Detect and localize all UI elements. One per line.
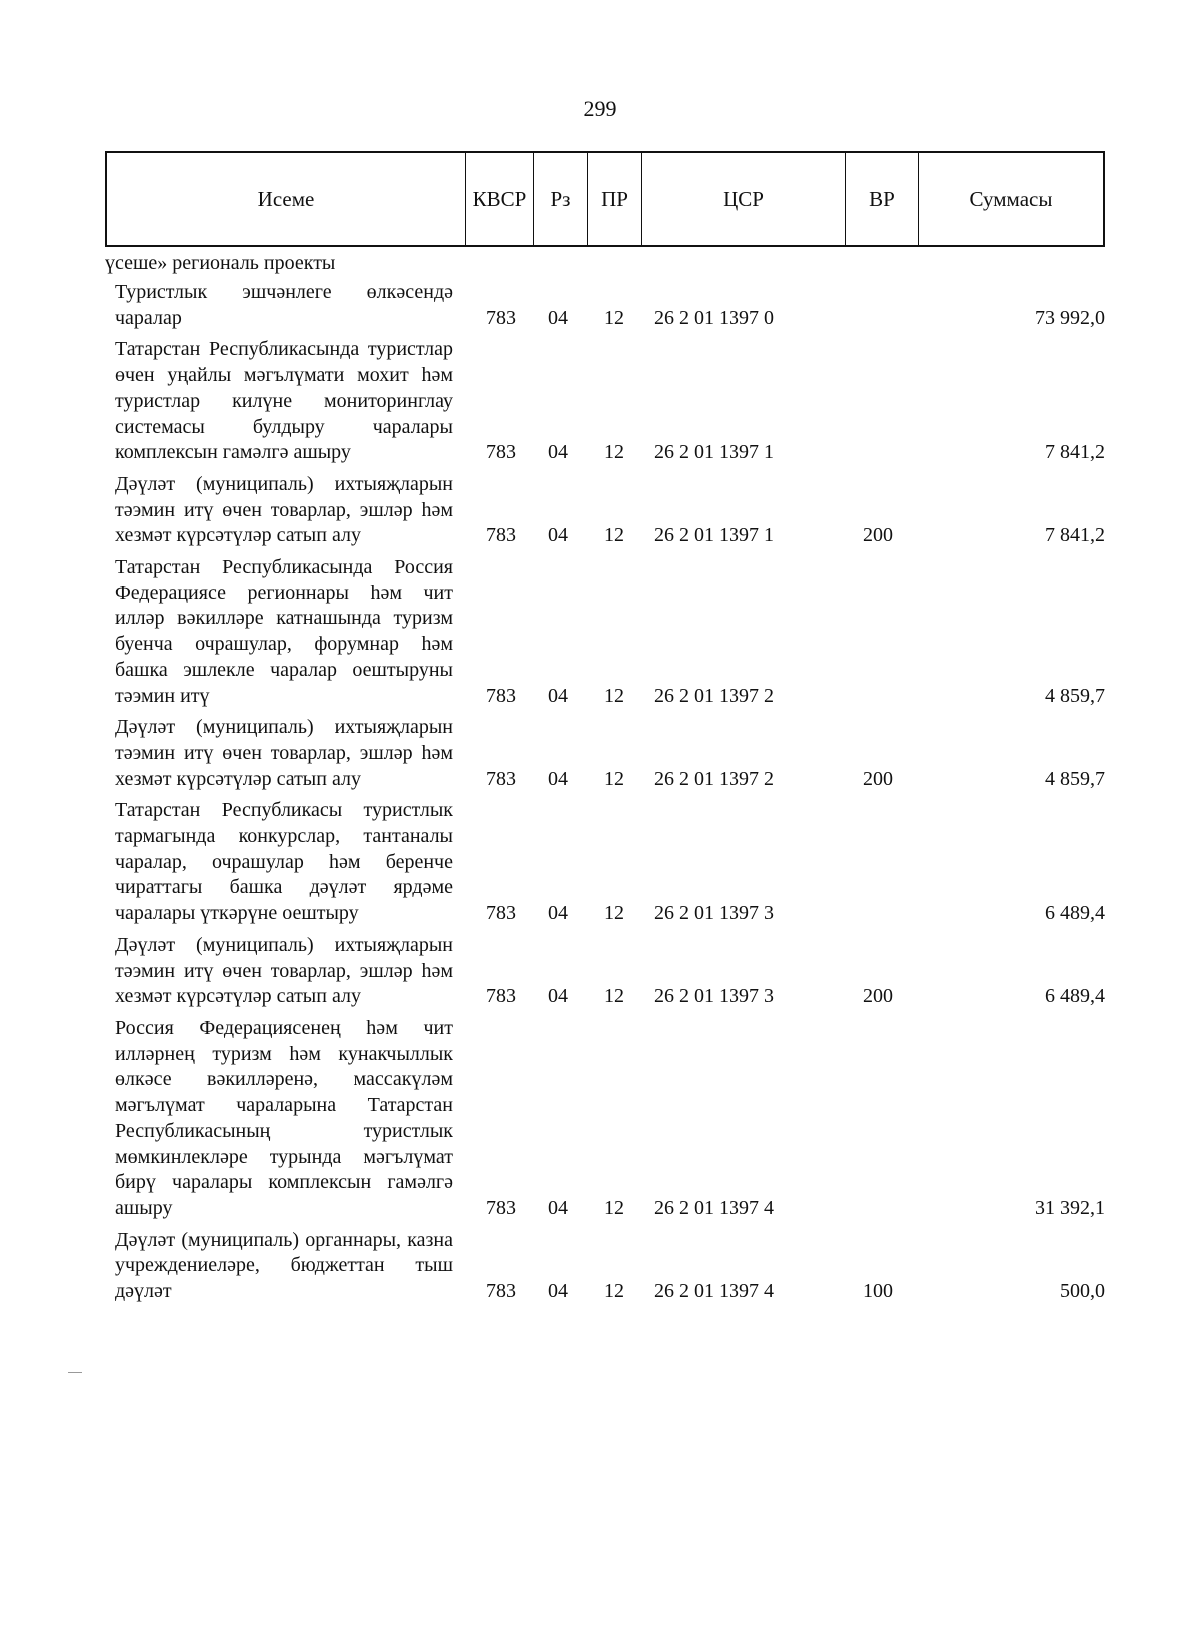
column-header-rz: Рз	[534, 153, 588, 245]
cell-kvsr: 783	[486, 1280, 516, 1303]
cell-kvsr: 783	[486, 684, 516, 707]
cell-csr: 26 2 01 1397 0	[654, 306, 774, 329]
table-row	[0, 555, 1200, 709]
table-row	[0, 280, 1200, 331]
table-row	[0, 715, 1200, 792]
cell-kvsr: 783	[486, 306, 516, 329]
cell-pr: 12	[604, 524, 624, 547]
cell-sum: 73 992,0	[1035, 306, 1105, 329]
cell-csr: 26 2 01 1397 2	[654, 684, 774, 707]
cell-csr: 26 2 01 1397 4	[654, 1280, 774, 1303]
cell-name: Татарстан Республикасында Россия Федерациясе регионнары һәм чит илләр вәкилләре катнашында туризм буенча очрашулар, форумнар һәм башка эшлекле чаралар оештыруны тәэмин итү	[115, 556, 453, 707]
cell-pr: 12	[604, 1196, 624, 1219]
cell-rz: 04	[548, 524, 568, 547]
cell-kvsr: 783	[486, 1196, 516, 1219]
cell-csr: 26 2 01 1397 2	[654, 767, 774, 790]
cell-kvsr: 783	[486, 985, 516, 1008]
cell-kvsr: 783	[486, 902, 516, 925]
cell-sum: 31 392,1	[1035, 1196, 1105, 1219]
cell-vr: 200	[863, 767, 893, 790]
cell-sum: 7 841,2	[1045, 441, 1105, 464]
table-row	[0, 933, 1200, 1010]
cell-vr: 200	[863, 985, 893, 1008]
cell-vr: 200	[863, 524, 893, 547]
cell-pr: 12	[604, 985, 624, 1008]
cell-sum: 4 859,7	[1045, 684, 1105, 707]
cell-kvsr: 783	[486, 441, 516, 464]
cell-sum: 500,0	[1060, 1280, 1105, 1303]
cell-sum: 6 489,4	[1045, 985, 1105, 1008]
cell-pr: 12	[604, 306, 624, 329]
cell-kvsr: 783	[486, 524, 516, 547]
column-header-pr: ПР	[588, 153, 642, 245]
cell-name: Татарстан Республикасында туристлар өчен уңайлы мәгълүмати мохит һәм туристлар килүне мониторинглау системасы булдыру чаралары комплексын гамәлгә ашыру	[115, 338, 453, 464]
margin-mark	[68, 1372, 82, 1373]
cell-name: Туристлык эшчәнлеге өлкәсендә чаралар	[115, 281, 453, 329]
cell-pr: 12	[604, 1280, 624, 1303]
cell-rz: 04	[548, 767, 568, 790]
cell-rz: 04	[548, 1196, 568, 1219]
table-rows	[0, 280, 1200, 1311]
table-header	[105, 151, 1105, 247]
cell-csr: 26 2 01 1397 3	[654, 985, 774, 1008]
column-header-kvsr: КВСР	[466, 153, 534, 245]
cell-rz: 04	[548, 684, 568, 707]
table-row	[0, 472, 1200, 549]
table-row	[0, 798, 1200, 927]
continuation-text: үсеше» региональ проекты	[105, 252, 336, 274]
column-header-sum: Суммасы	[969, 186, 1053, 211]
cell-kvsr: 783	[486, 767, 516, 790]
cell-name: Россия Федерациясенең һәм чит илләрнең туризм һәм кунакчыллык өлкәсе вәкилләренә, массакүләм мәгълүмат чараларына Татарстан Республикасының туристлык мөмкинлекләре турында мәгълүмат бирү чаралары комплексын гамәлгә ашыру	[115, 1016, 453, 1219]
cell-name: Дәүләт (муниципаль) ихтыяҗларын тәэмин итү өчен товарлар, эшләр һәм хезмәт күрсәтүләр сатып алу	[115, 716, 453, 790]
cell-csr: 26 2 01 1397 1	[654, 524, 774, 547]
cell-sum: 6 489,4	[1045, 902, 1105, 925]
cell-rz: 04	[548, 441, 568, 464]
cell-csr: 26 2 01 1397 3	[654, 902, 774, 925]
column-header-csr: ЦСР	[642, 153, 846, 245]
cell-pr: 12	[604, 684, 624, 707]
cell-rz: 04	[548, 1280, 568, 1303]
table-row	[0, 1016, 1200, 1222]
cell-sum: 4 859,7	[1045, 767, 1105, 790]
cell-pr: 12	[604, 902, 624, 925]
column-header-name: Исеме	[107, 153, 466, 245]
cell-csr: 26 2 01 1397 4	[654, 1196, 774, 1219]
column-header-vr: ВР	[846, 153, 919, 245]
cell-name: Дәүләт (муниципаль) ихтыяҗларын тәэмин итү өчен товарлар, эшләр һәм хезмәт күрсәтүләр сатып алу	[115, 933, 453, 1008]
cell-sum: 7 841,2	[1045, 524, 1105, 547]
cell-vr: 100	[863, 1280, 893, 1303]
cell-name: Дәүләт (муниципаль) органнары, казна учреждениеләре, бюджеттан тыш дәүләт	[115, 1228, 453, 1303]
table-row	[0, 1228, 1200, 1305]
cell-rz: 04	[548, 306, 568, 329]
cell-name: Дәүләт (муниципаль) ихтыяҗларын тәэмин итү өчен товарлар, эшләр һәм хезмәт күрсәтүләр сатып алу	[115, 472, 453, 547]
cell-pr: 12	[604, 441, 624, 464]
cell-pr: 12	[604, 767, 624, 790]
cell-rz: 04	[548, 985, 568, 1008]
page-number: 299	[583, 96, 617, 121]
table-row	[0, 337, 1200, 466]
cell-csr: 26 2 01 1397 1	[654, 441, 774, 464]
cell-name: Татарстан Республикасы туристлык тармагында конкурслар, тантаналы чаралар, очрашулар һәм беренче чираттагы башка дәүләт ярдәме чаралары үткәрүне оештыру	[115, 799, 453, 925]
cell-rz: 04	[548, 902, 568, 925]
